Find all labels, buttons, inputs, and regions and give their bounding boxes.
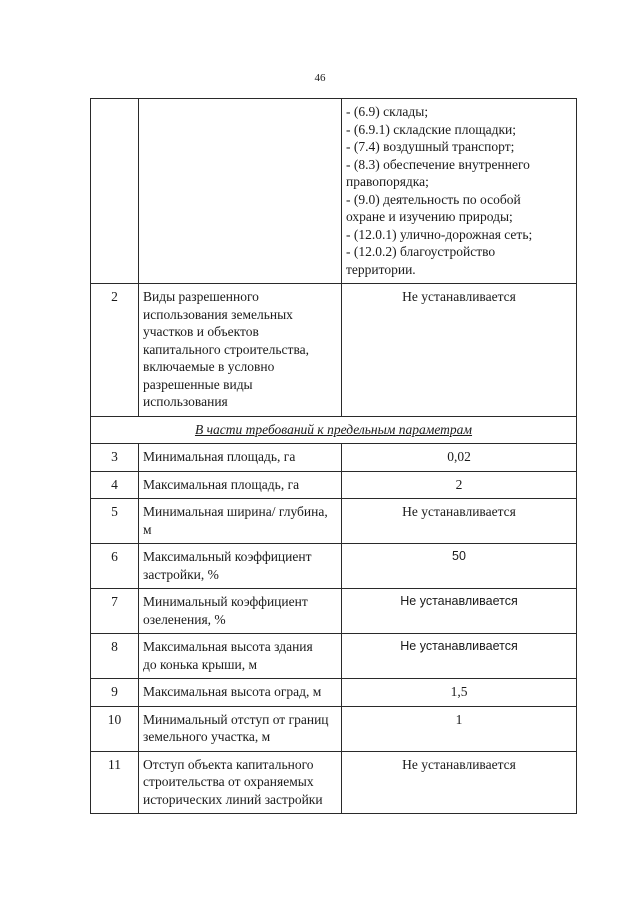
row-number-cell	[91, 99, 139, 284]
row-label-line: использования земельных	[143, 306, 293, 322]
row-number: 7	[91, 589, 139, 634]
row-label-line: Минимальный коэффициент	[143, 594, 308, 609]
page-number: 46	[314, 72, 326, 84]
row-label-line: капитального строительства,	[143, 341, 310, 357]
row-label-line: Виды разрешенного	[143, 289, 259, 304]
row-label-line: озеленения, %	[143, 611, 226, 627]
permitted-use-line: - (6.9.1) складские площадки;	[346, 121, 517, 137]
row-value: Не устанавливается	[342, 499, 577, 544]
permitted-use-line: - (12.0.1) улично-дорожная сеть;	[346, 226, 533, 242]
row-value: 1	[342, 706, 577, 751]
row-value: Не устанавливается	[342, 589, 577, 634]
row-label	[139, 471, 342, 499]
row-label	[139, 706, 342, 751]
row-label-line: застройки, %	[143, 566, 219, 582]
row-label-cell	[139, 99, 342, 284]
row-number: 2	[91, 284, 139, 417]
permitted-use-line: правопорядка;	[346, 174, 429, 189]
row-label-line: разрешенные виды	[143, 376, 253, 392]
section-header: В части требований к предельным параметрам	[91, 416, 577, 444]
table-row	[91, 471, 577, 499]
row-value: 50	[342, 544, 577, 589]
row-label	[139, 499, 342, 544]
row-label-line: Максимальный коэффициент	[143, 549, 312, 564]
row-label-line: строительства от охраняемых	[143, 774, 314, 789]
row-label-line: Минимальная площадь, га	[143, 449, 296, 464]
row-number: 6	[91, 544, 139, 589]
row-label-line: Отступ объекта капитального	[143, 756, 314, 772]
row-label	[139, 634, 342, 679]
row-label	[139, 444, 342, 472]
row-label	[139, 679, 342, 707]
row-label	[139, 544, 342, 589]
row-label-line: участков и объектов	[143, 324, 259, 339]
row-label-line: до конька крыши, м	[143, 656, 258, 672]
row-label-line: Максимальная площадь, га	[143, 476, 300, 492]
section-header-row	[91, 416, 577, 444]
row-value: Не устанавливается	[342, 634, 577, 679]
row-label-line: Максимальная высота оград, м	[143, 684, 322, 699]
table-row	[91, 589, 577, 634]
row-number: 4	[91, 471, 139, 499]
permitted-use-line: - (8.3) обеспечение внутреннего	[346, 156, 530, 172]
row-label-line: Минимальный отступ от границ	[143, 711, 329, 727]
row-value: Не устанавливается	[342, 751, 577, 814]
row-label-line: м	[143, 521, 152, 537]
row-number: 11	[91, 751, 139, 814]
parameters-table	[90, 98, 577, 814]
row-label-line: включаемые в условно	[143, 359, 275, 374]
row-number: 8	[91, 634, 139, 679]
row-label	[139, 751, 342, 814]
table-row-2	[91, 284, 577, 417]
table-row	[91, 679, 577, 707]
table-row	[91, 751, 577, 814]
row-label-line: Максимальная высота здания	[143, 639, 313, 654]
permitted-use-line: - (9.0) деятельность по особой	[346, 191, 521, 207]
row-value: 2	[342, 471, 577, 499]
table-row	[91, 706, 577, 751]
row-value: 0,02	[342, 444, 577, 472]
row-label-line: Минимальная ширина/ глубина,	[143, 504, 328, 519]
table-row	[91, 499, 577, 544]
row-label	[139, 589, 342, 634]
row-number: 9	[91, 679, 139, 707]
row-number: 3	[91, 444, 139, 472]
row-number: 5	[91, 499, 139, 544]
row-label-line: использования	[143, 394, 228, 409]
row-label-line: земельного участка, м	[143, 729, 271, 744]
row-label-line: исторических линий застройки	[143, 791, 323, 807]
table-row-continued	[91, 99, 577, 284]
row-label	[139, 284, 342, 417]
permitted-use-line: - (6.9) склады;	[346, 104, 429, 119]
table-row	[91, 544, 577, 589]
table-row	[91, 444, 577, 472]
permitted-uses-list	[342, 99, 577, 284]
permitted-use-line: - (12.0.2) благоустройство	[346, 244, 496, 259]
permitted-use-line: охране и изучению природы;	[346, 209, 513, 224]
table-row	[91, 634, 577, 679]
row-number: 10	[91, 706, 139, 751]
permitted-use-line: территории.	[346, 261, 416, 277]
row-value: Не устанавливается	[342, 284, 577, 417]
row-value: 1,5	[342, 679, 577, 707]
permitted-use-line: - (7.4) воздушный транспорт;	[346, 139, 515, 154]
